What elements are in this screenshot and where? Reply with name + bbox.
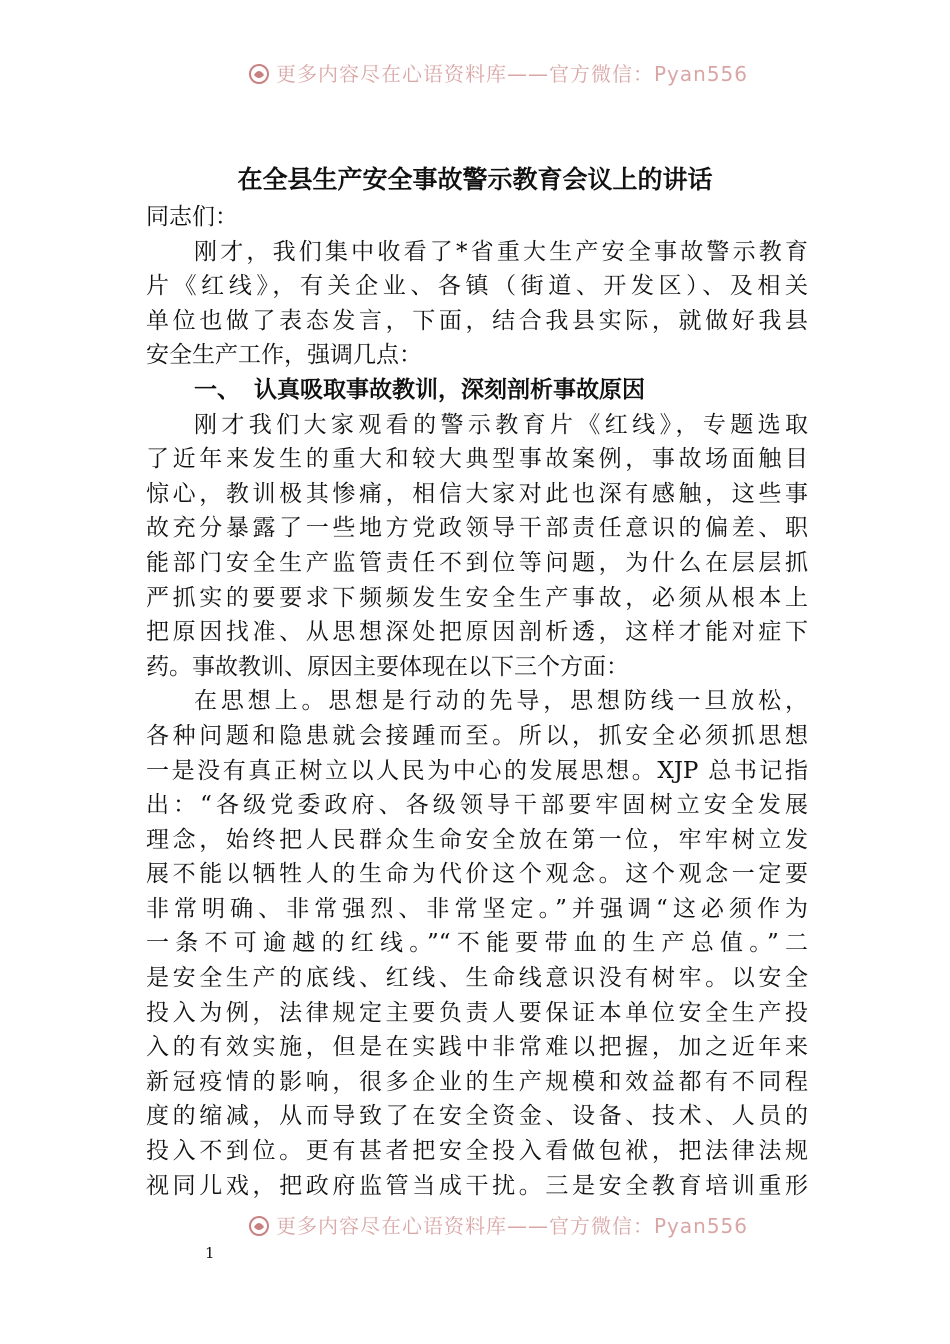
text-line: 惊心，教训极其惨痛，相信大家对此也深有感触，这些事 — [146, 480, 808, 507]
text-line: 刚才我们大家观看的警示教育片《红线》，专题选取 — [194, 411, 808, 438]
text-line: 新冠疫情的影响，很多企业的生产规模和效益都有不同程 — [146, 1068, 808, 1095]
document-title: 在全县生产安全事故警示教育会议上的讲话 — [237, 165, 713, 194]
watermark-text: 更多内容尽在心语资料库——官方微信：Pyan556 — [276, 62, 749, 86]
watermark-footer — [248, 1210, 768, 1244]
text-line: 一是没有真正树立以人民为中心的发展思想。XJP 总书记指 — [146, 757, 808, 784]
text-line: 展不能以牺牲人的生命为代价这个观念。这个观念一定要 — [146, 861, 808, 888]
text-line: 严抓实的要要求下频频发生安全生产事故，必须从根本上 — [146, 584, 808, 611]
paragraph-3 — [146, 684, 808, 1203]
paragraph-1 — [146, 235, 808, 373]
text-line: 投入为例，法律规定主要负责人要保证本单位安全生产投 — [146, 999, 808, 1026]
document-body — [146, 200, 808, 1203]
text-line: 药。事故教训、原因主要体现在以下三个方面： — [146, 653, 629, 680]
text-line: 视同儿戏，把政府监管当成干扰。三是安全教育培训重形 — [146, 1172, 808, 1199]
text-line: 把原因找准、从思想深处把原因剖析透，这样才能对症下 — [146, 619, 808, 646]
text-line: 理念，始终把人民群众生命安全放在第一位，牢牢树立发 — [146, 826, 808, 853]
text-line: 出：“各级党委政府、各级领导干部要牢固树立安全发展 — [146, 792, 808, 819]
paragraph-2 — [146, 408, 808, 685]
section-heading-1 — [146, 373, 808, 408]
text-line: 能部门安全生产监管责任不到位等问题，为什么在层层抓 — [146, 549, 808, 576]
text-line: 各种问题和隐患就会接踵而至。所以，抓安全必须抓思想 — [146, 722, 808, 749]
text-line: 单位也做了表态发言，下面，结合我县实际，就做好我县 — [146, 307, 808, 334]
text-line: 安全生产工作，强调几点： — [146, 342, 422, 369]
text-line: 是安全生产的底线、红线、生命线意识没有树牢。以安全 — [146, 965, 808, 992]
text-line: 在思想上。思想是行动的先导，思想防线一旦放松， — [194, 688, 808, 715]
text-line: 非常明确、非常强烈、非常坚定。”并强调“这必须作为 — [146, 895, 808, 922]
text-line: 刚才，我们集中收看了*省重大生产安全事故警示教育 — [194, 238, 808, 265]
watermark-header — [248, 58, 768, 92]
text-line: 片《红线》，有关企业、各镇（街道、开发区）、及相关 — [146, 273, 808, 300]
text-line: 了近年来发生的重大和较大典型事故案例，事故场面触目 — [146, 446, 808, 473]
logo-icon — [248, 1215, 270, 1237]
text-line: 投入不到位。更有甚者把安全投入看做包袱，把法律法规 — [146, 1138, 808, 1165]
text-line: 故充分暴露了一些地方党政领导干部责任意识的偏差、职 — [146, 515, 808, 542]
text-line: 度的缩减，从而导致了在安全资金、设备、技术、人员的 — [146, 1103, 808, 1130]
watermark-text: 更多内容尽在心语资料库——官方微信：Pyan556 — [276, 1214, 749, 1238]
logo-icon — [248, 63, 270, 85]
text-line: 入的有效实施，但是在实践中非常难以把握，加之近年来 — [146, 1034, 808, 1061]
text-line: 一条不可逾越的红线。”“不能要带血的生产总值。”二 — [146, 930, 808, 957]
section-number: 一、 — [194, 376, 240, 403]
salutation: 同志们： — [146, 204, 238, 230]
section-heading-text: 认真吸取事故教训，深刻剖析事故原因 — [254, 376, 645, 403]
page-number: 1 — [205, 1244, 215, 1262]
